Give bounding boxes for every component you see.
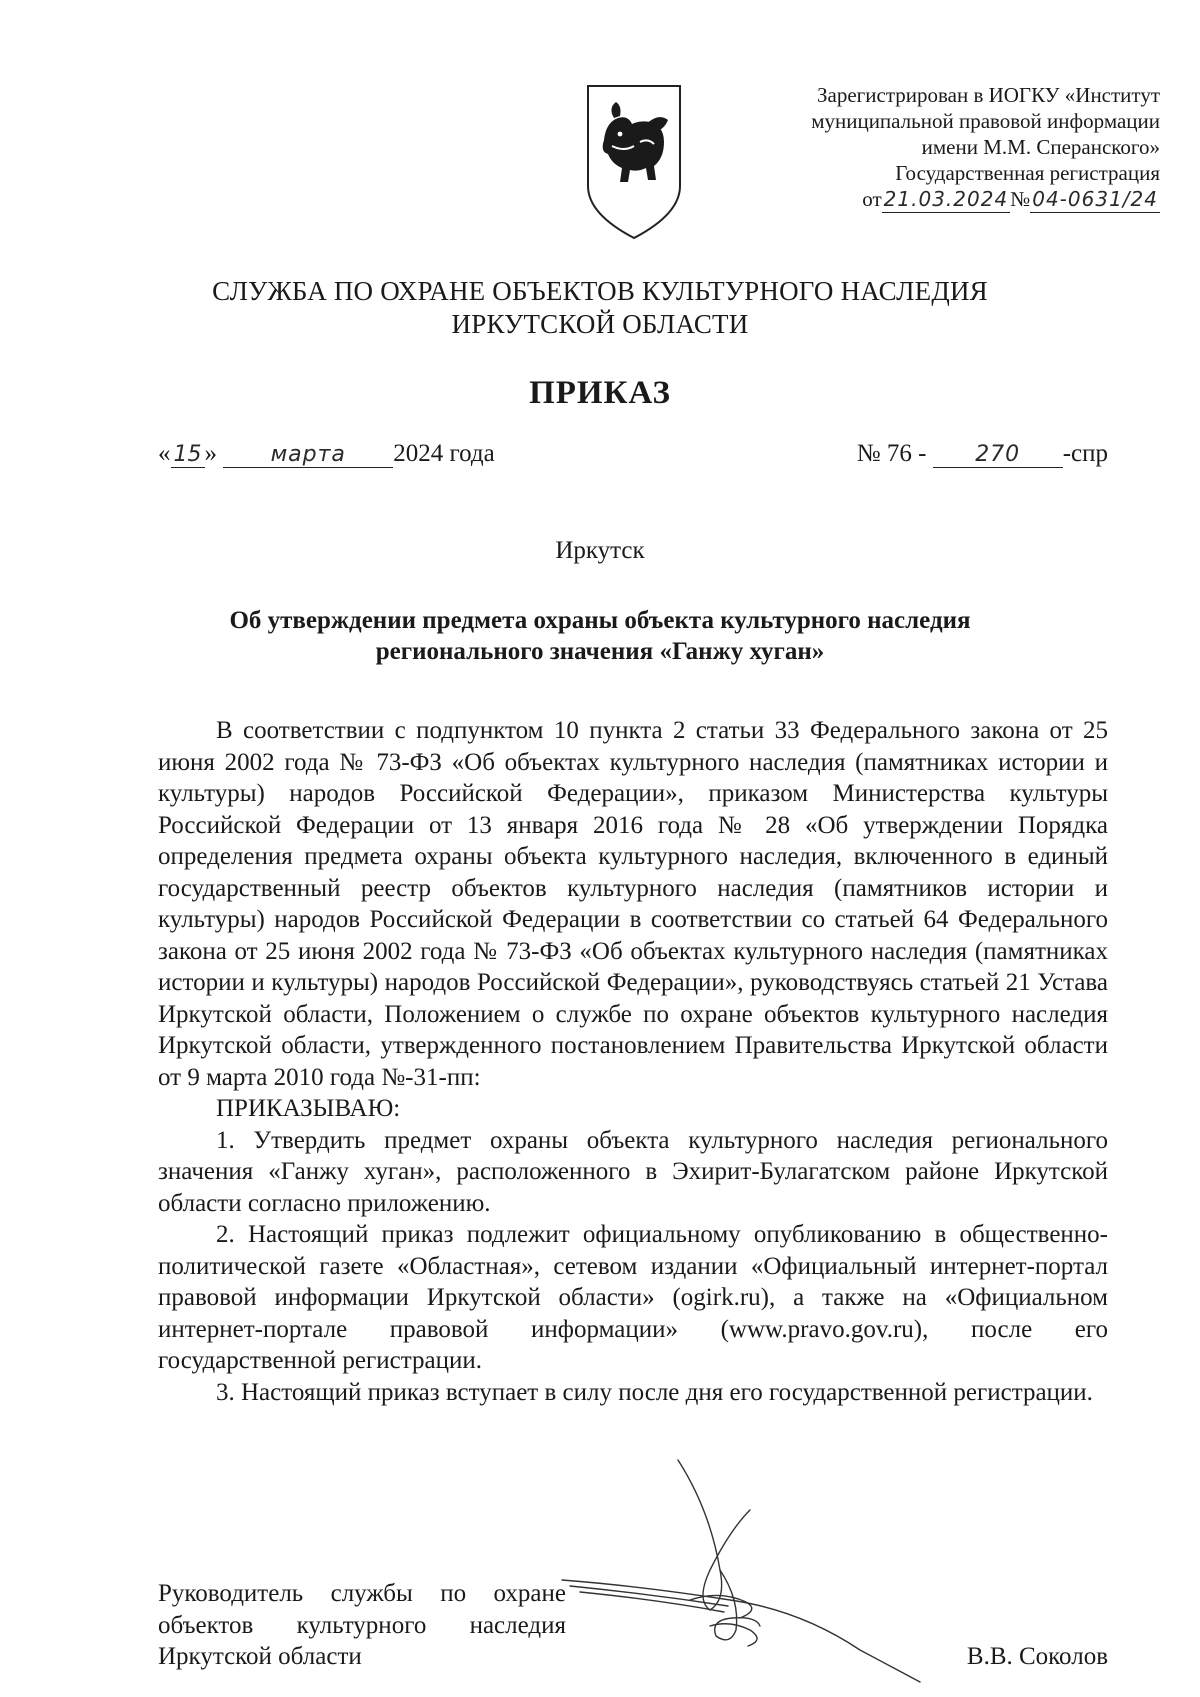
registration-stamp xyxy=(760,82,1160,213)
body-item-1: 1. Утвердить предмет охраны объекта культурного наследия регионального значения «Ганжу хуган», расположенного в Эхирит-Булагатском районе Иркутской области согласно приложению. xyxy=(158,1126,1108,1217)
signer-position-line-3: Иркутской области xyxy=(158,1643,362,1670)
signature-block xyxy=(158,1578,1108,1688)
order-number-suffix: -спр xyxy=(1062,440,1108,467)
registration-number-prefix: № xyxy=(1010,187,1031,211)
body-preamble: В соответствии с подпунктом 10 пункта 2 статьи 33 Федерального закона от 25 июня 2002 года № 73-ФЗ «Об объектах культурного наследия (памятниках истории и культуры) народов Российской Федерации», приказом Министерства культуры Российской Федерации от 13 января 2016 года № 28 «Об утверждении Порядка определения предмета охраны объекта культурного наследия, включенного в единый государственный реестр объектов культурного наследия (памятников истории и культуры) народов Российской Федерации в соответствии со статьей 64 Федерального закона от 25 июня 2002 года № 73-ФЗ «Об объектах культурного наследия (памятниках истории и культуры) народов Российской Федерации», руководствуясь статьей 21 Устава Иркутской области, Положением о службе по охране объектов культурного наследия Иркутской области, утвержденного постановлением Правительства Иркутской области от 9 марта 2010 года №-31-пп: xyxy=(158,717,1108,1091)
signer-position-line-2: объектов культурного наследия xyxy=(158,1611,566,1639)
date-day: 15 xyxy=(171,442,205,468)
body-order-word: ПРИКАЗЫВАЮ: xyxy=(216,1095,401,1122)
agency-name xyxy=(0,275,1200,341)
irkutsk-coat-of-arms-icon xyxy=(584,82,684,242)
body-item-2: 2. Настоящий приказ подлежит официальному опубликованию в общественно-политической газете «Областная», сетевом издании «Официальный интернет-портал правовой информации Иркутской области» (ogirk.ru), а также на «Официальном интернет-портале правовой информации» (www.pravo.gov.ru), после его государственной регистрации. xyxy=(158,1221,1108,1374)
registration-line-1: Зарегистрирован в ИОГКУ «Институт xyxy=(816,83,1160,107)
registration-line-3: имени М.М. Сперанского» xyxy=(921,135,1160,159)
signer-position-line-1: Руководитель службы по охране xyxy=(158,1580,566,1607)
body-item-3: 3. Настоящий приказ вступает в силу после дня его государственной регистрации. xyxy=(216,1378,1093,1406)
agency-name-line-1: СЛУЖБА ПО ОХРАНЕ ОБЪЕКТОВ КУЛЬТУРНОГО НАСЛЕДИЯ xyxy=(212,276,988,306)
signer-name: В.В. Соколов xyxy=(966,1643,1108,1670)
document-title xyxy=(160,605,1040,667)
date-open-quote: « xyxy=(158,440,171,467)
order-number-value: 270 xyxy=(933,442,1063,468)
registration-line-4: Государственная регистрация xyxy=(895,161,1160,185)
document-title-line-2: регионального значения «Ганжу хуган» xyxy=(375,638,825,665)
document-title-line-1: Об утверждении предмета охраны объекта культурного наследия xyxy=(229,607,971,634)
date-close-quote: » xyxy=(204,440,217,467)
agency-name-line-2: ИРКУТСКОЙ ОБЛАСТИ xyxy=(451,309,749,339)
date-month: марта xyxy=(223,442,393,468)
registration-number-value: 04-0631/24 xyxy=(1032,187,1158,211)
order-date xyxy=(158,440,495,468)
date-number-row xyxy=(158,440,1108,480)
document-body xyxy=(158,715,1108,1408)
document-type: ПРИКАЗ xyxy=(529,375,671,411)
order-number xyxy=(857,440,1108,468)
registration-date-number xyxy=(760,186,1160,213)
date-year: 2024 года xyxy=(393,440,495,467)
signer-position xyxy=(158,1578,566,1673)
registration-date-value: 21.03.2024 xyxy=(883,187,1009,211)
registration-line-2: муниципальной правовой информации xyxy=(811,109,1160,133)
registration-date-prefix: от xyxy=(862,187,882,211)
city: Иркутск xyxy=(555,537,645,564)
order-number-prefix: № 76 - xyxy=(856,440,927,467)
